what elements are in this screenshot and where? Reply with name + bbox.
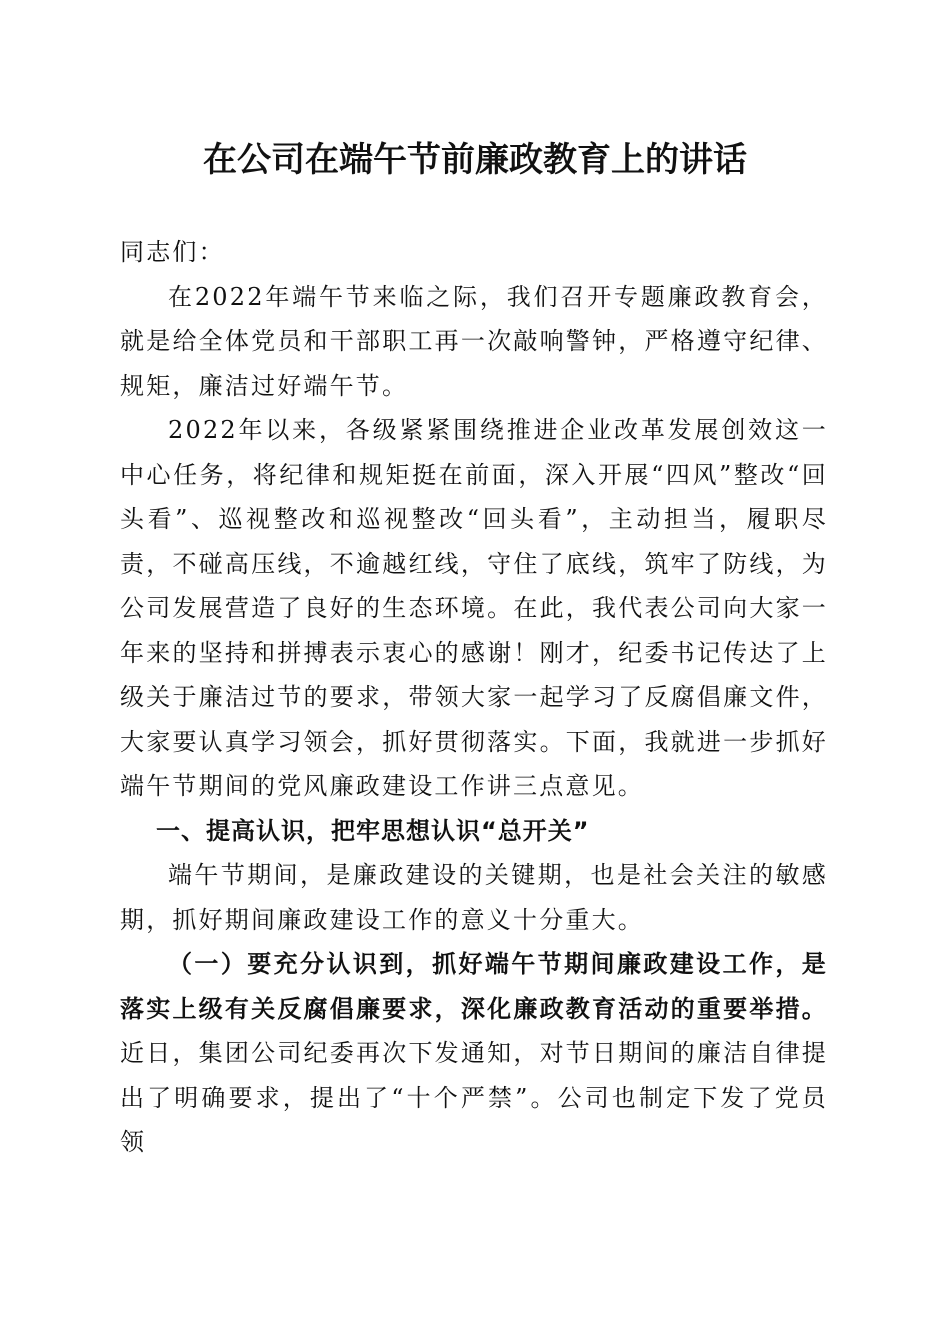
point-1-lead: （一）要充分认识到，抓好端午节期间廉政建设工作，是落实上级有关反腐倡廉要求，深化廉政教育活动的重要举措。: [120, 949, 828, 1023]
section-heading-1: 一、提高认识，把牢思想认识“总开关”: [156, 816, 590, 845]
point-1-body: 近日，集团公司纪委再次下发通知，对节日期间的廉洁自律提出了明确要求，提出了“十个严禁”。公司也制定下发了党员领: [120, 1039, 828, 1156]
paragraph-opening: 在2022年端午节来临之际，我们召开专题廉政教育会，就是给全体党员和干部职工再一次敲响警钟，严格遵守纪律、规矩，廉洁过好端午节。: [120, 282, 828, 400]
salutation: 同志们：: [120, 238, 225, 266]
paragraph-point-1: [120, 942, 828, 1165]
document-title: 在公司在端午节前廉政教育上的讲话: [203, 140, 747, 180]
paragraph-review: 2022年以来，各级紧紧围绕推进企业改革发展创效这一中心任务，将纪律和规矩挺在前面，深入开展“四风”整改“回头看”、巡视整改和巡视整改“回头看”，主动担当，履职尽责，不碰高压线，不逾越红线，守住了底线，筑牢了防线，为公司发展营造了良好的生态环境。在此，我代表公司向大家一年来的坚持和拼搏表示衷心的感谢！刚才，纪委书记传达了上级关于廉洁过节的要求，带领大家一起学习了反腐倡廉文件，大家要认真学习领会，抓好贯彻落实。下面，我就进一步抓好端午节期间的党风廉政建设工作讲三点意见。: [120, 416, 828, 800]
document-body: [120, 230, 828, 1165]
paragraph-significance: 端午节期间，是廉政建设的关键期，也是社会关注的敏感期，抓好期间廉政建设工作的意义十分重大。: [120, 861, 828, 934]
